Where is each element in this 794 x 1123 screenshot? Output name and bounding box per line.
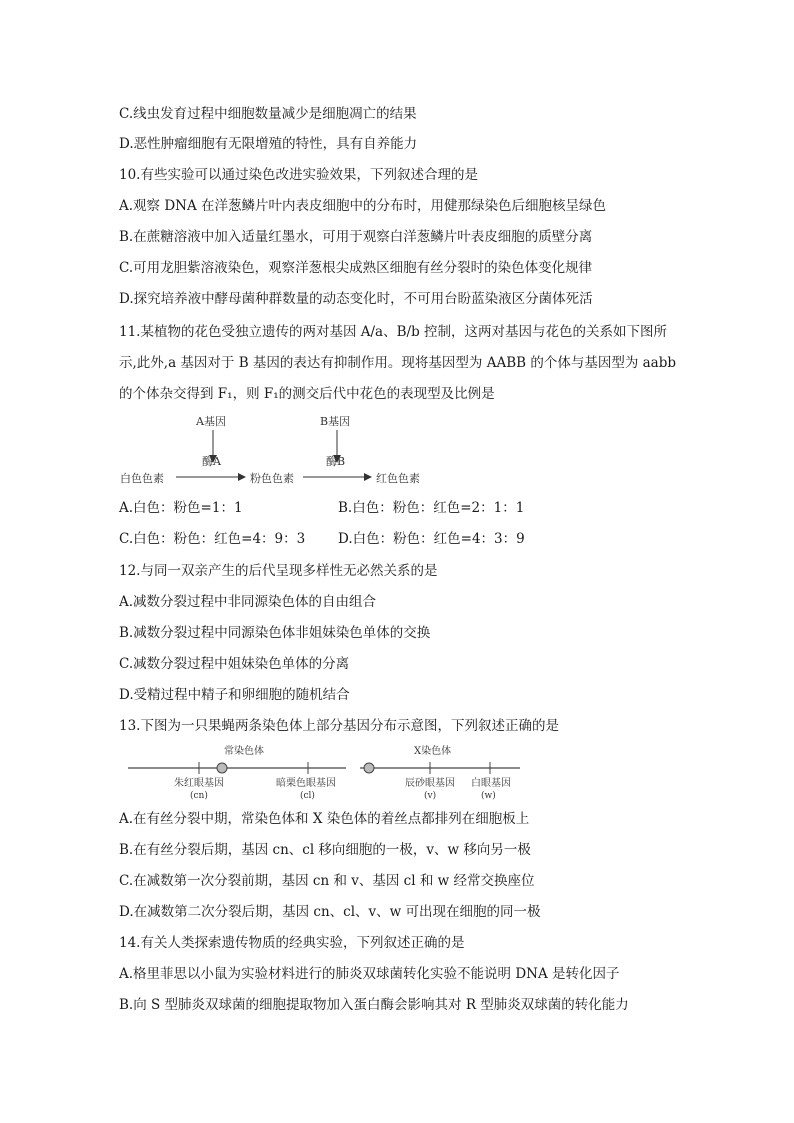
q10-option-b: B.在蔗糖溶液中加入适量红墨水，可用于观察白洋葱鳞片叶表皮细胞的质壁分离 xyxy=(119,229,593,245)
q13-option-c: C.在减数第一次分裂前期，基因 cn 和 v、基因 cl 和 w 经常交换座位 xyxy=(119,873,535,889)
gene-a-label: A基因 xyxy=(196,415,226,428)
w-symbol: (w) xyxy=(481,791,496,801)
q11-option-a: A.白色：粉色=1：1 xyxy=(119,500,243,516)
v-gene-label: 辰砂眼基因 xyxy=(405,778,455,789)
cl-symbol: (cl) xyxy=(300,791,315,801)
cn-gene-label: 朱红眼基因 xyxy=(174,778,224,789)
w-gene-label: 白眼基因 xyxy=(471,778,511,789)
enzyme-b-label: 酶B xyxy=(326,455,346,468)
q12-option-a: A.减数分裂过程中非同源染色体的自由组合 xyxy=(119,594,377,610)
q14-option-a: A.格里菲思以小鼠为实验材料进行的肺炎双球菌转化实验不能说明 DNA 是转化因子 xyxy=(119,966,620,982)
pigment-pathway-diagram xyxy=(118,410,448,492)
question-11-stem: 示,此外,a 基因对于 B 基因的表达有抑制作用。现将基因型为 AABB 的个体与基因型为 aabb xyxy=(119,355,677,371)
cl-gene-label: 暗栗色眼基因 xyxy=(276,778,336,789)
question-12-stem: 12.与同一双亲产生的后代呈现多样性无必然关系的是 xyxy=(119,563,438,579)
q10-option-a: A.观察 DNA 在洋葱鳞片叶内表皮细胞中的分布时，用健那绿染色后细胞核呈绿色 xyxy=(119,198,607,214)
q11-option-b: B.白色：粉色：红色=2：1：1 xyxy=(338,500,525,516)
x-centromere xyxy=(364,763,374,773)
q14-option-b: B.向 S 型肺炎双球菌的细胞提取物加入蛋白酶会影响其对 R 型肺炎双球菌的转化能力 xyxy=(119,997,629,1013)
q10-option-c: C.可用龙胆紫溶液染色，观察洋葱根尖成熟区细胞有丝分裂时的染色体变化规律 xyxy=(119,260,593,276)
text-line: D.恶性肿瘤细胞有无限增殖的特性，具有自养能力 xyxy=(119,136,418,152)
q11-option-d: D.白色：粉色：红色=4：3：9 xyxy=(338,531,525,547)
q11-option-c: C.白色：粉色：红色=4：9：3 xyxy=(119,531,306,547)
question-11-stem: 11.某植物的花色受独立遗传的两对基因 A/a、B/b 控制，这两对基因与花色的关系如下图所 xyxy=(119,324,668,340)
white-pigment-label: 白色色素 xyxy=(120,472,164,485)
gene-b-label: B基因 xyxy=(320,415,351,428)
q12-option-c: C.减数分裂过程中姐妹染色单体的分离 xyxy=(119,656,350,672)
chromosome-gene-map xyxy=(124,740,524,802)
q12-option-d: D.受精过程中精子和卵细胞的随机结合 xyxy=(119,687,350,703)
cn-symbol: (cn) xyxy=(190,791,208,801)
q13-option-a: A.在有丝分裂中期，常染色体和 X 染色体的着丝点都排列在细胞板上 xyxy=(119,811,530,827)
question-13-stem: 13.下图为一只果蝇两条染色体上部分基因分布示意图，下列叙述正确的是 xyxy=(119,718,559,734)
v-symbol: (v) xyxy=(424,791,437,801)
q13-option-b: B.在有丝分裂后期，基因 cn、cl 移向细胞的一极，v、w 移向另一极 xyxy=(119,842,531,858)
q10-option-d: D.探究培养液中酵母菌种群数量的动态变化时，不可用台盼蓝染液区分菌体死活 xyxy=(119,291,593,307)
red-pigment-label: 红色色素 xyxy=(376,472,420,485)
pink-pigment-label: 粉色色素 xyxy=(250,472,294,485)
enzyme-a-label: 酶A xyxy=(202,455,221,468)
q12-option-b: B.减数分裂过程中同源染色体非姐妹染色单体的交换 xyxy=(119,625,431,641)
text-line: C.线虫发育过程中细胞数量减少是细胞凋亡的结果 xyxy=(119,106,417,122)
question-10-stem: 10.有些实验可以通过染色改进实验效果，下列叙述合理的是 xyxy=(119,167,478,183)
q13-option-d: D.在减数第二次分裂后期，基因 cn、cl、v、w 可出现在细胞的同一极 xyxy=(119,904,541,920)
question-11-stem: 的个体杂交得到 F₁，则 F₁的测交后代中花色的表现型及比例是 xyxy=(119,386,495,402)
x-chromosome-label: X染色体 xyxy=(414,746,452,757)
autosome-centromere xyxy=(217,763,227,773)
autosome-label: 常染色体 xyxy=(224,746,264,757)
question-14-stem: 14.有关人类探索遗传物质的经典实验，下列叙述正确的是 xyxy=(119,935,465,951)
